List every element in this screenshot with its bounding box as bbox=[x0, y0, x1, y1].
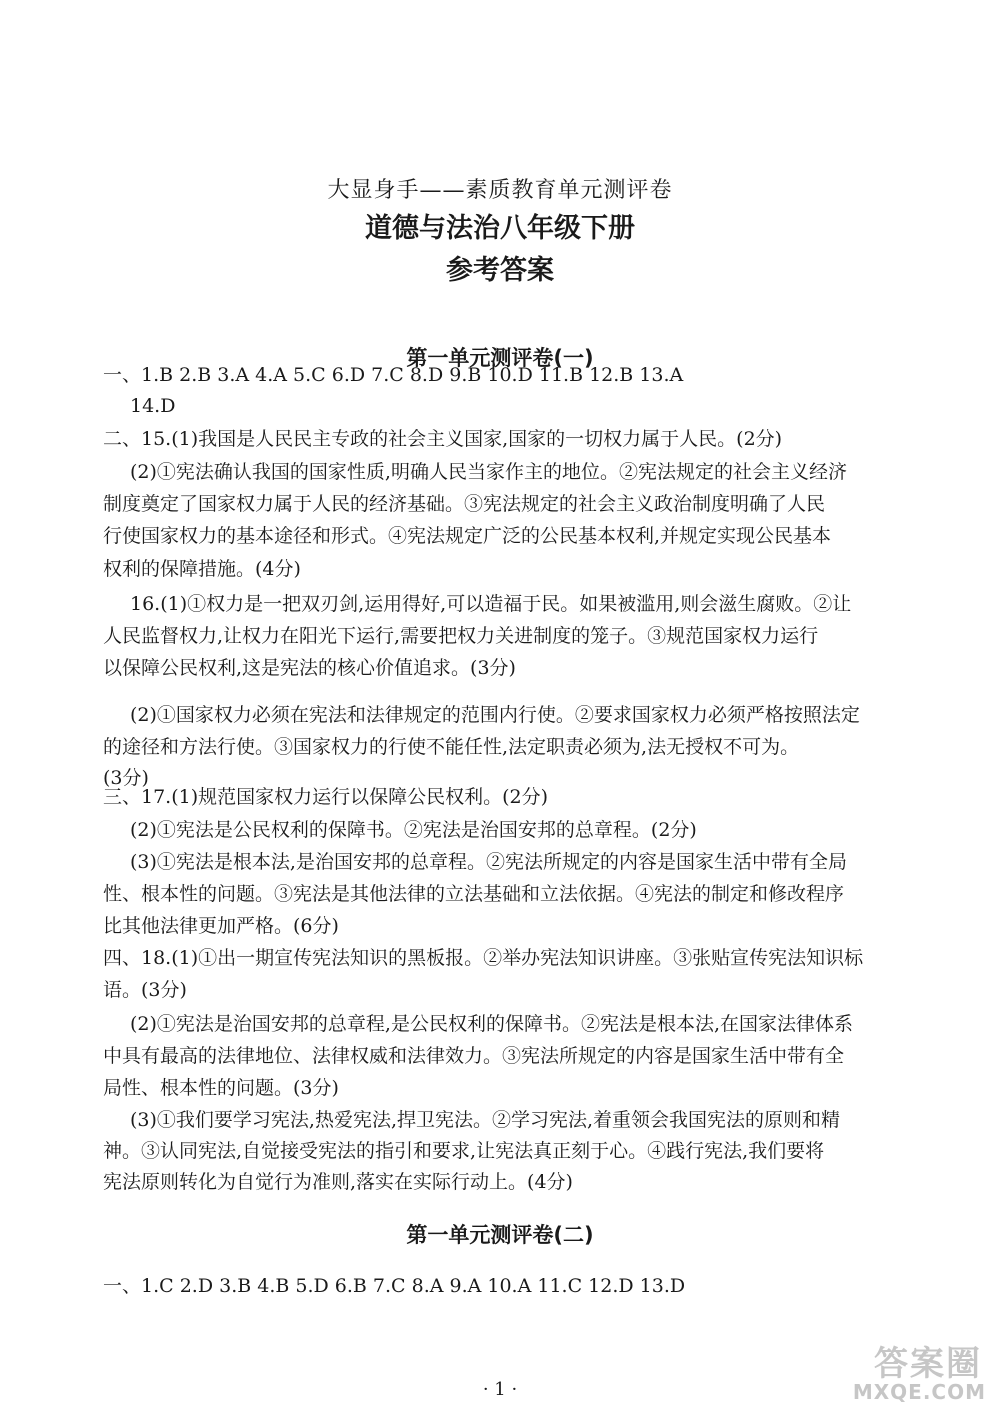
page-number: · 1 · bbox=[482, 1379, 518, 1400]
answer-line-text: (2)①国家权力必须在宪法和法律规定的范围内行使。②要求国家权力必须严格按照法定 bbox=[130, 704, 860, 726]
answer-line-text: 权利的保障措施。(4分) bbox=[103, 558, 301, 580]
answer-line-text: 宪法原则转化为自觉行为准则,落实在实际行动上。(4分) bbox=[103, 1171, 573, 1193]
answer-line bbox=[0, 621, 1000, 651]
answer-line bbox=[0, 653, 1000, 683]
answer-line-text: 16.(1)①权力是一把双刃剑,运用得好,可以造福于民。如果被滥用,则会滋生腐败。②让 bbox=[130, 593, 852, 615]
answer-line bbox=[0, 782, 1000, 812]
header-series: 大显身手——素质教育单元测评卷 bbox=[327, 178, 673, 203]
answer-line-text: 比其他法律更加严格。(6分) bbox=[103, 915, 339, 937]
answer-line-text: (3分) bbox=[103, 767, 149, 789]
answer-line bbox=[0, 589, 1000, 619]
answer-line-text: 三、17.(1)规范国家权力运行以保障公民权利。(2分) bbox=[103, 786, 549, 808]
answer-line-text: 行使国家权力的基本途径和形式。④宪法规定广泛的公民基本权利,并规定实现公民基本 bbox=[103, 525, 832, 547]
answer-line-text: 四、18.(1)①出一期宣传宪法知识的黑板报。②举办宪法知识讲座。③张贴宣传宪法知识标 bbox=[103, 947, 864, 969]
answer-line bbox=[0, 1009, 1000, 1039]
answer-line bbox=[0, 1136, 1000, 1166]
answer-line bbox=[0, 1105, 1000, 1135]
answer-line bbox=[0, 424, 1000, 454]
answer-line bbox=[0, 700, 1000, 730]
answer-line bbox=[0, 554, 1000, 584]
watermark-text: 答案圈 bbox=[874, 1344, 982, 1384]
answer-line-text: 人民监督权力,让权力在阳光下运行,需要把权力关进制度的笼子。③规范国家权力运行 bbox=[103, 625, 819, 647]
answer-line bbox=[0, 847, 1000, 877]
answer-line-text: (3)①宪法是根本法,是治国安邦的总章程。②宪法所规定的内容是国家生活中带有全局 bbox=[130, 851, 847, 873]
answer-line bbox=[0, 879, 1000, 909]
answer-line-text: 一、1.B 2.B 3.A 4.A 5.C 6.D 7.C 8.D 9.B 10.D 11.B 12.B 13.A bbox=[103, 364, 684, 386]
watermark-logo bbox=[836, 1336, 986, 1408]
answer-line bbox=[0, 943, 1000, 973]
answer-line bbox=[0, 360, 1000, 390]
answer-line bbox=[0, 1167, 1000, 1197]
answer-line-text: 的途径和方法行使。③国家权力的行使不能任性,法定职责必须为,法无授权不可为。 bbox=[103, 736, 800, 758]
answer-line-text: 神。③认同宪法,自觉接受宪法的指引和要求,让宪法真正刻于心。④践行宪法,我们要将 bbox=[103, 1140, 825, 1162]
section-title-unit1-test1: 第一单元测评卷(一) bbox=[406, 346, 594, 370]
answer-line-text: (3)①我们要学习宪法,热爱宪法,捍卫宪法。②学习宪法,着重领会我国宪法的原则和精 bbox=[130, 1109, 841, 1131]
answer-line bbox=[0, 391, 1000, 421]
answer-line bbox=[0, 521, 1000, 551]
answer-line bbox=[0, 457, 1000, 487]
answer-line-text: (2)①宪法确认我国的国家性质,明确人民当家作主的地位。②宪法规定的社会主义经济 bbox=[130, 461, 847, 483]
document-subject-title: 道德与法治八年级下册 bbox=[365, 213, 635, 244]
answer-line-text: (2)①宪法是治国安邦的总章程,是公民权利的保障书。②宪法是根本法,在国家法律体系 bbox=[130, 1013, 853, 1035]
answer-line-text: 语。(3分) bbox=[103, 979, 187, 1001]
answer-line-text: 性、根本性的问题。③宪法是其他法律的立法基础和立法依据。④宪法的制定和修改程序 bbox=[103, 883, 845, 905]
answer-line bbox=[0, 975, 1000, 1005]
answer-line-text: 14.D bbox=[130, 395, 176, 417]
section-title-unit1-test2: 第一单元测评卷(二) bbox=[406, 1223, 594, 1247]
answer-line bbox=[0, 732, 1000, 762]
answer-line-text: 制度奠定了国家权力属于人民的经济基础。③宪法规定的社会主义政治制度明确了人民 bbox=[103, 493, 826, 515]
answer-line bbox=[0, 815, 1000, 845]
answer-line bbox=[0, 1271, 1000, 1301]
answer-line-text: 以保障公民权利,这是宪法的核心价值追求。(3分) bbox=[103, 657, 516, 679]
answer-line bbox=[0, 1041, 1000, 1071]
answer-line-text: 一、1.C 2.D 3.B 4.B 5.D 6.B 7.C 8.A 9.A 10.A 11.C 12.D 13.D bbox=[103, 1275, 686, 1297]
answer-line-text: 二、15.(1)我国是人民民主专政的社会主义国家,国家的一切权力属于人民。(2分) bbox=[103, 428, 783, 450]
answer-line bbox=[0, 489, 1000, 519]
answer-line bbox=[0, 1073, 1000, 1103]
answer-line-text: 中具有最高的法律地位、法律权威和法律效力。③宪法所规定的内容是国家生活中带有全 bbox=[103, 1045, 845, 1067]
answer-line bbox=[0, 911, 1000, 941]
answers-title: 参考答案 bbox=[446, 255, 554, 286]
answer-line-text: (2)①宪法是公民权利的保障书。②宪法是治国安邦的总章程。(2分) bbox=[130, 819, 697, 841]
answer-line-text: 局性、根本性的问题。(3分) bbox=[103, 1077, 339, 1099]
watermark-url: MXQE.COM bbox=[852, 1380, 986, 1404]
